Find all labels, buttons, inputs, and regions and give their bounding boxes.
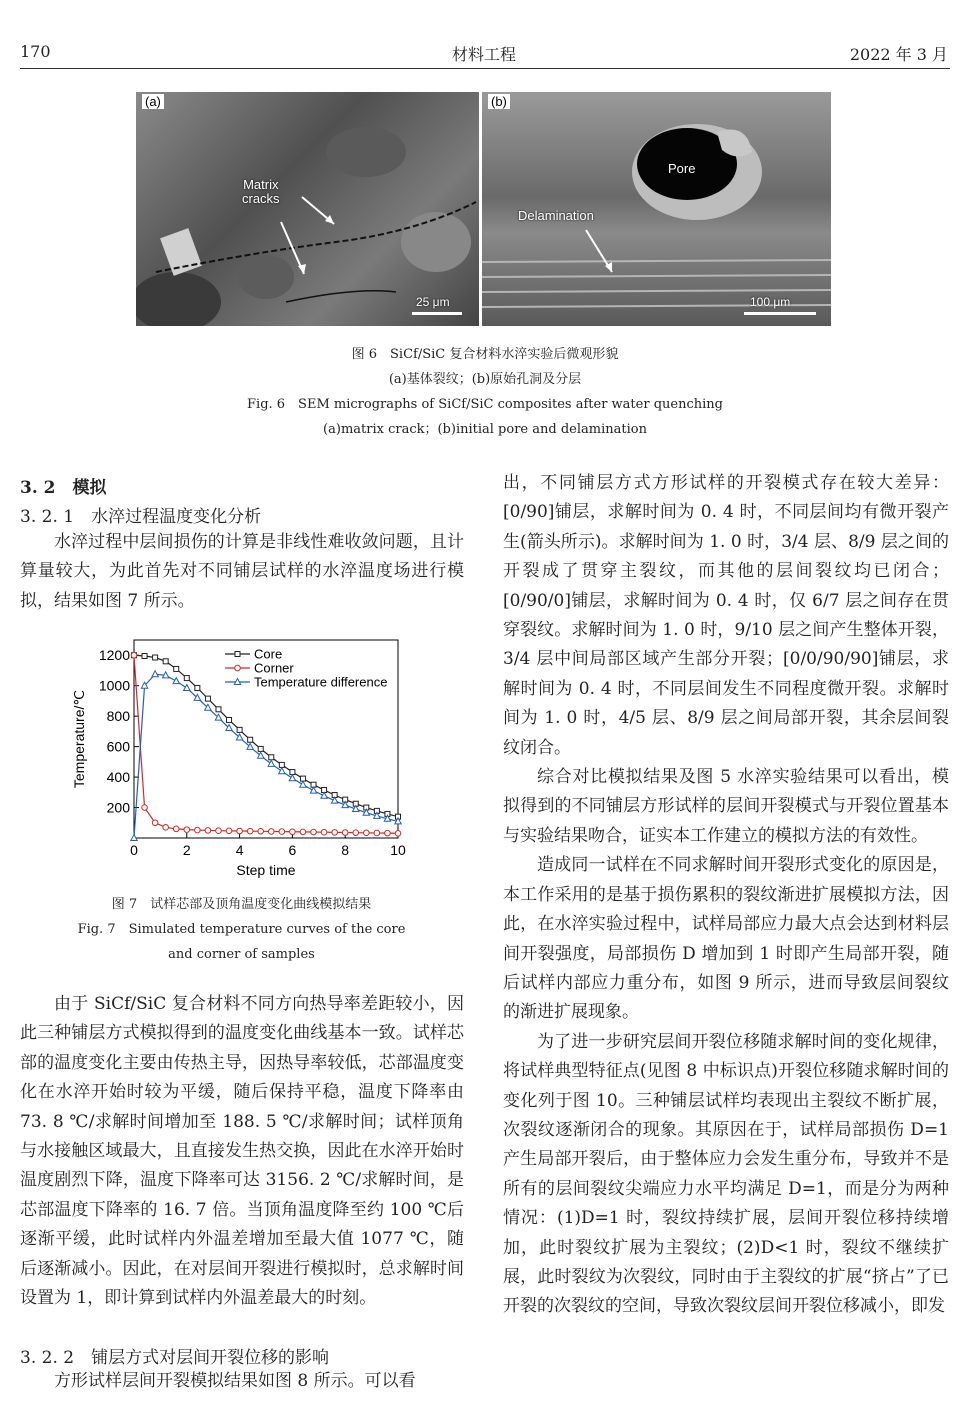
panel-b-tag: (b)	[488, 94, 510, 109]
data-point	[152, 820, 158, 826]
scale-bar-a	[412, 312, 462, 315]
data-point	[163, 659, 168, 664]
data-point	[173, 678, 179, 684]
data-point	[374, 830, 380, 836]
data-point	[184, 676, 189, 681]
page-number: 170	[20, 42, 51, 61]
data-point	[300, 781, 306, 787]
temperature-chart	[70, 630, 420, 885]
x-tick-label: 10	[390, 842, 406, 858]
left-paragraph-2	[20, 990, 464, 1313]
data-point	[268, 760, 274, 766]
series-temperature-difference	[131, 671, 401, 841]
data-point	[237, 828, 243, 834]
section-heading-3-2-2: 3. 2. 2 铺层方式对层间开裂位移的影响	[20, 1348, 330, 1368]
data-point	[353, 830, 359, 836]
sem-image-pore-delamination	[482, 92, 831, 326]
data-point	[247, 828, 253, 834]
data-point	[248, 737, 253, 742]
y-tick-label: 400	[106, 769, 130, 786]
data-point	[184, 684, 190, 690]
fig7-caption-en-1: Fig. 7 Simulated temperature curves of the core	[77, 922, 406, 937]
fig7-caption-cn: 图 7 试样芯部及顶角温度变化曲线模拟结果	[111, 897, 372, 912]
right-p4-text: 为了进一步研究层间开裂位移随求解时间的变化规律，将试样典型特征点(见图 8 中标识点)开裂位移随求解时间的变化列于图 10。三种铺层试样均表现出主裂纹不断扩展，次裂纹逐渐闭合的现象。其原因在于，试样局部损伤 D=1 产生局部开裂后，由于整体应力会发生重分布，导致并不是所有的层间裂纹尖端应力水平均满足 D=1，而是分为两种情况：(1)D=1 时，裂纹持续扩展，层间开裂位移持续增加，此时裂纹扩展为主裂纹；(2)D<1 时，裂纹不继续扩展，此时裂纹为次裂纹，同时由于主裂纹的扩展“挤占”了已开裂的次裂纹的空间，导致次裂纹层间开裂位移减小，即发	[503, 1031, 949, 1317]
data-point	[235, 652, 240, 657]
y-tick-label: 200	[106, 799, 130, 816]
data-point	[235, 665, 241, 671]
data-point	[237, 727, 242, 732]
x-tick-label: 0	[130, 842, 138, 858]
right-p3-text: 造成同一试样在不同求解时间开裂形式变化的原因是，本工作采用的是基于损伤累积的裂纹渐进扩展模拟方法，因此，在水淬实验过程中，试样局部应力最大点会达到材料层间开裂强度，局部损伤 D 增加到 1 时即产生局部开裂，随后试样内部应力重分布，如图 9 所示，进而导致层间裂纹的渐进扩展现象。	[503, 855, 949, 1023]
fig7-caption-en-2: and corner of samples	[168, 947, 315, 962]
data-point	[279, 829, 285, 835]
data-point	[195, 827, 201, 833]
x-tick-label: 2	[182, 842, 191, 858]
data-point	[342, 830, 348, 836]
right-p1-text: 出，不同铺层方式方形试样的开裂模式存在较大差异：[0/90]铺层，求解时间为 0. 4 时，不同层间均有微开裂产生(箭头所示)。求解时间为 1. 0 时，3/4 层、8/9 层之间的开裂成了贯穿主裂纹，而其他的层间裂纹均已闭合；[0/90/0]铺层，求解时间为 0. 4 时，仅 6/7 层之间存在贯穿裂纹。求解时间为 1. 0 时，9/10 层之间产生整体开裂，3/4 层中间局部区域产生部分开裂；[0/0/90/90]铺层，求解时间为 0. 4 时，不同层间发生不同程度微开裂。求解时间为 1. 0 时，4/5 层、8/9 层之间局部开裂，其余层间裂纹闭合。	[503, 473, 949, 758]
fig6-caption-cn: 图 6 SiCf/SiC 复合材料水淬实验后微观形貌	[351, 347, 619, 362]
fig6-caption-en: Fig. 6 SEM micrographs of SiCf/SiC composites after water quenching	[247, 397, 723, 412]
data-point	[300, 829, 306, 835]
section-heading-3-2: 3. 2 模拟	[20, 478, 107, 498]
matrix-cracks-label: Matrix cracks	[242, 177, 280, 206]
sem-image-matrix-cracks	[136, 92, 479, 326]
data-point	[184, 827, 190, 833]
issue-date: 2022 年 3 月	[849, 45, 948, 64]
data-point	[279, 768, 285, 774]
x-tick-label: 8	[341, 842, 350, 858]
data-point	[216, 707, 221, 712]
data-point	[290, 829, 296, 835]
y-tick-label: 600	[106, 738, 130, 755]
data-point	[321, 829, 327, 835]
data-point	[279, 762, 284, 767]
x-tick-label: 4	[235, 842, 244, 858]
fig6-subcaption-en: (a)matrix crack；(b)initial pore and delamination	[323, 422, 647, 437]
legend-label: Core	[254, 646, 283, 662]
header-rule	[20, 68, 950, 69]
scale-bar-b	[744, 312, 816, 315]
fig6-subcaption-cn: (a)基体裂纹；(b)原始孔洞及分层	[388, 372, 582, 387]
data-point	[153, 655, 158, 660]
data-point	[173, 826, 179, 832]
data-point	[258, 828, 264, 834]
left-paragraph-3	[20, 1367, 464, 1396]
legend	[225, 647, 387, 690]
series-line	[134, 674, 398, 838]
panel-a-tag: (a)	[142, 94, 164, 109]
delamination-label: Delamination	[518, 208, 594, 223]
data-point	[216, 828, 222, 834]
data-point	[364, 830, 370, 836]
data-point	[163, 825, 169, 831]
y-tick-label: 1000	[98, 677, 130, 694]
data-point	[269, 755, 274, 760]
data-point	[205, 696, 210, 701]
y-tick-label: 800	[106, 708, 130, 725]
data-point	[195, 685, 200, 690]
data-point	[395, 830, 401, 836]
legend-label: Corner	[254, 660, 294, 676]
scale-text-a: 25 μm	[416, 295, 450, 309]
arrows-b	[482, 92, 831, 326]
x-tick-label: 6	[288, 842, 297, 858]
section-heading-3-2-1: 3. 2. 1 水淬过程温度变化分析	[20, 507, 262, 527]
legend-label: Temperature difference	[254, 674, 388, 690]
left-p2-text: 由于 SiCf/SiC 复合材料不同方向热导率差距较小，因此三种铺层方式模拟得到的温度变化曲线基本一致。试样芯部的温度变化主要由传热主导，因热导率较低，芯部温度变化在水淬开始时较为平缓，随后保持平稳，温度下降率由 73. 8 ℃/求解时间增加至 188. 5 ℃/求解时间；试样顶角与水接触区域最大，且直接发生热交换，因此在水淬开始时温度剧烈下降，温度下降率可达 3156. 2 ℃/求解时间，是芯部温度下降率的 16. 7 倍。当顶角温度降至约 100 ℃后逐渐平缓，此时试样内外温差增加至最大值 1077 ℃，随后逐渐减小。因此，在对层间开裂进行模拟时，总求解时间设置为 1，即计算到试样内外温差最大的时刻。	[20, 994, 464, 1309]
data-point	[289, 775, 295, 781]
data-point	[226, 828, 232, 834]
y-axis-label: Temperature/℃	[71, 689, 87, 789]
data-point	[385, 830, 391, 836]
right-column	[503, 469, 949, 1322]
right-p2-text: 综合对比模拟结果及图 5 水淬实验结果可以看出，模拟得到的不同铺层方形试样的层间开裂模式与开裂位置基本与实验结果吻合，证实本工作建立的模拟方法的有效性。	[503, 767, 949, 846]
data-point	[142, 805, 148, 811]
scale-text-b: 100 μm	[750, 295, 791, 309]
left-p1-text: 水淬过程中层间损伤的计算是非线性难收敛问题，且计算量较大，为此首先对不同铺层试样的水淬温度场进行模拟，结果如图 7 所示。	[20, 532, 464, 611]
left-paragraph-1	[20, 528, 464, 616]
data-point	[310, 787, 316, 793]
x-axis-label: Step time	[236, 862, 296, 878]
left-p3-text: 方形试样层间开裂模拟结果如图 8 所示。可以看	[54, 1371, 416, 1391]
data-point	[227, 717, 232, 722]
data-point	[258, 746, 263, 751]
data-point	[268, 829, 274, 835]
data-point	[205, 828, 211, 834]
y-tick-label: 1200	[98, 647, 130, 664]
data-point	[174, 666, 179, 671]
data-point	[131, 652, 137, 658]
data-point	[142, 653, 147, 658]
data-point	[332, 830, 338, 836]
pore-label: Pore	[668, 161, 696, 176]
journal-title: 材料工程	[451, 45, 516, 64]
data-point	[311, 829, 317, 835]
arrows-a	[136, 92, 479, 326]
data-point	[152, 671, 158, 677]
